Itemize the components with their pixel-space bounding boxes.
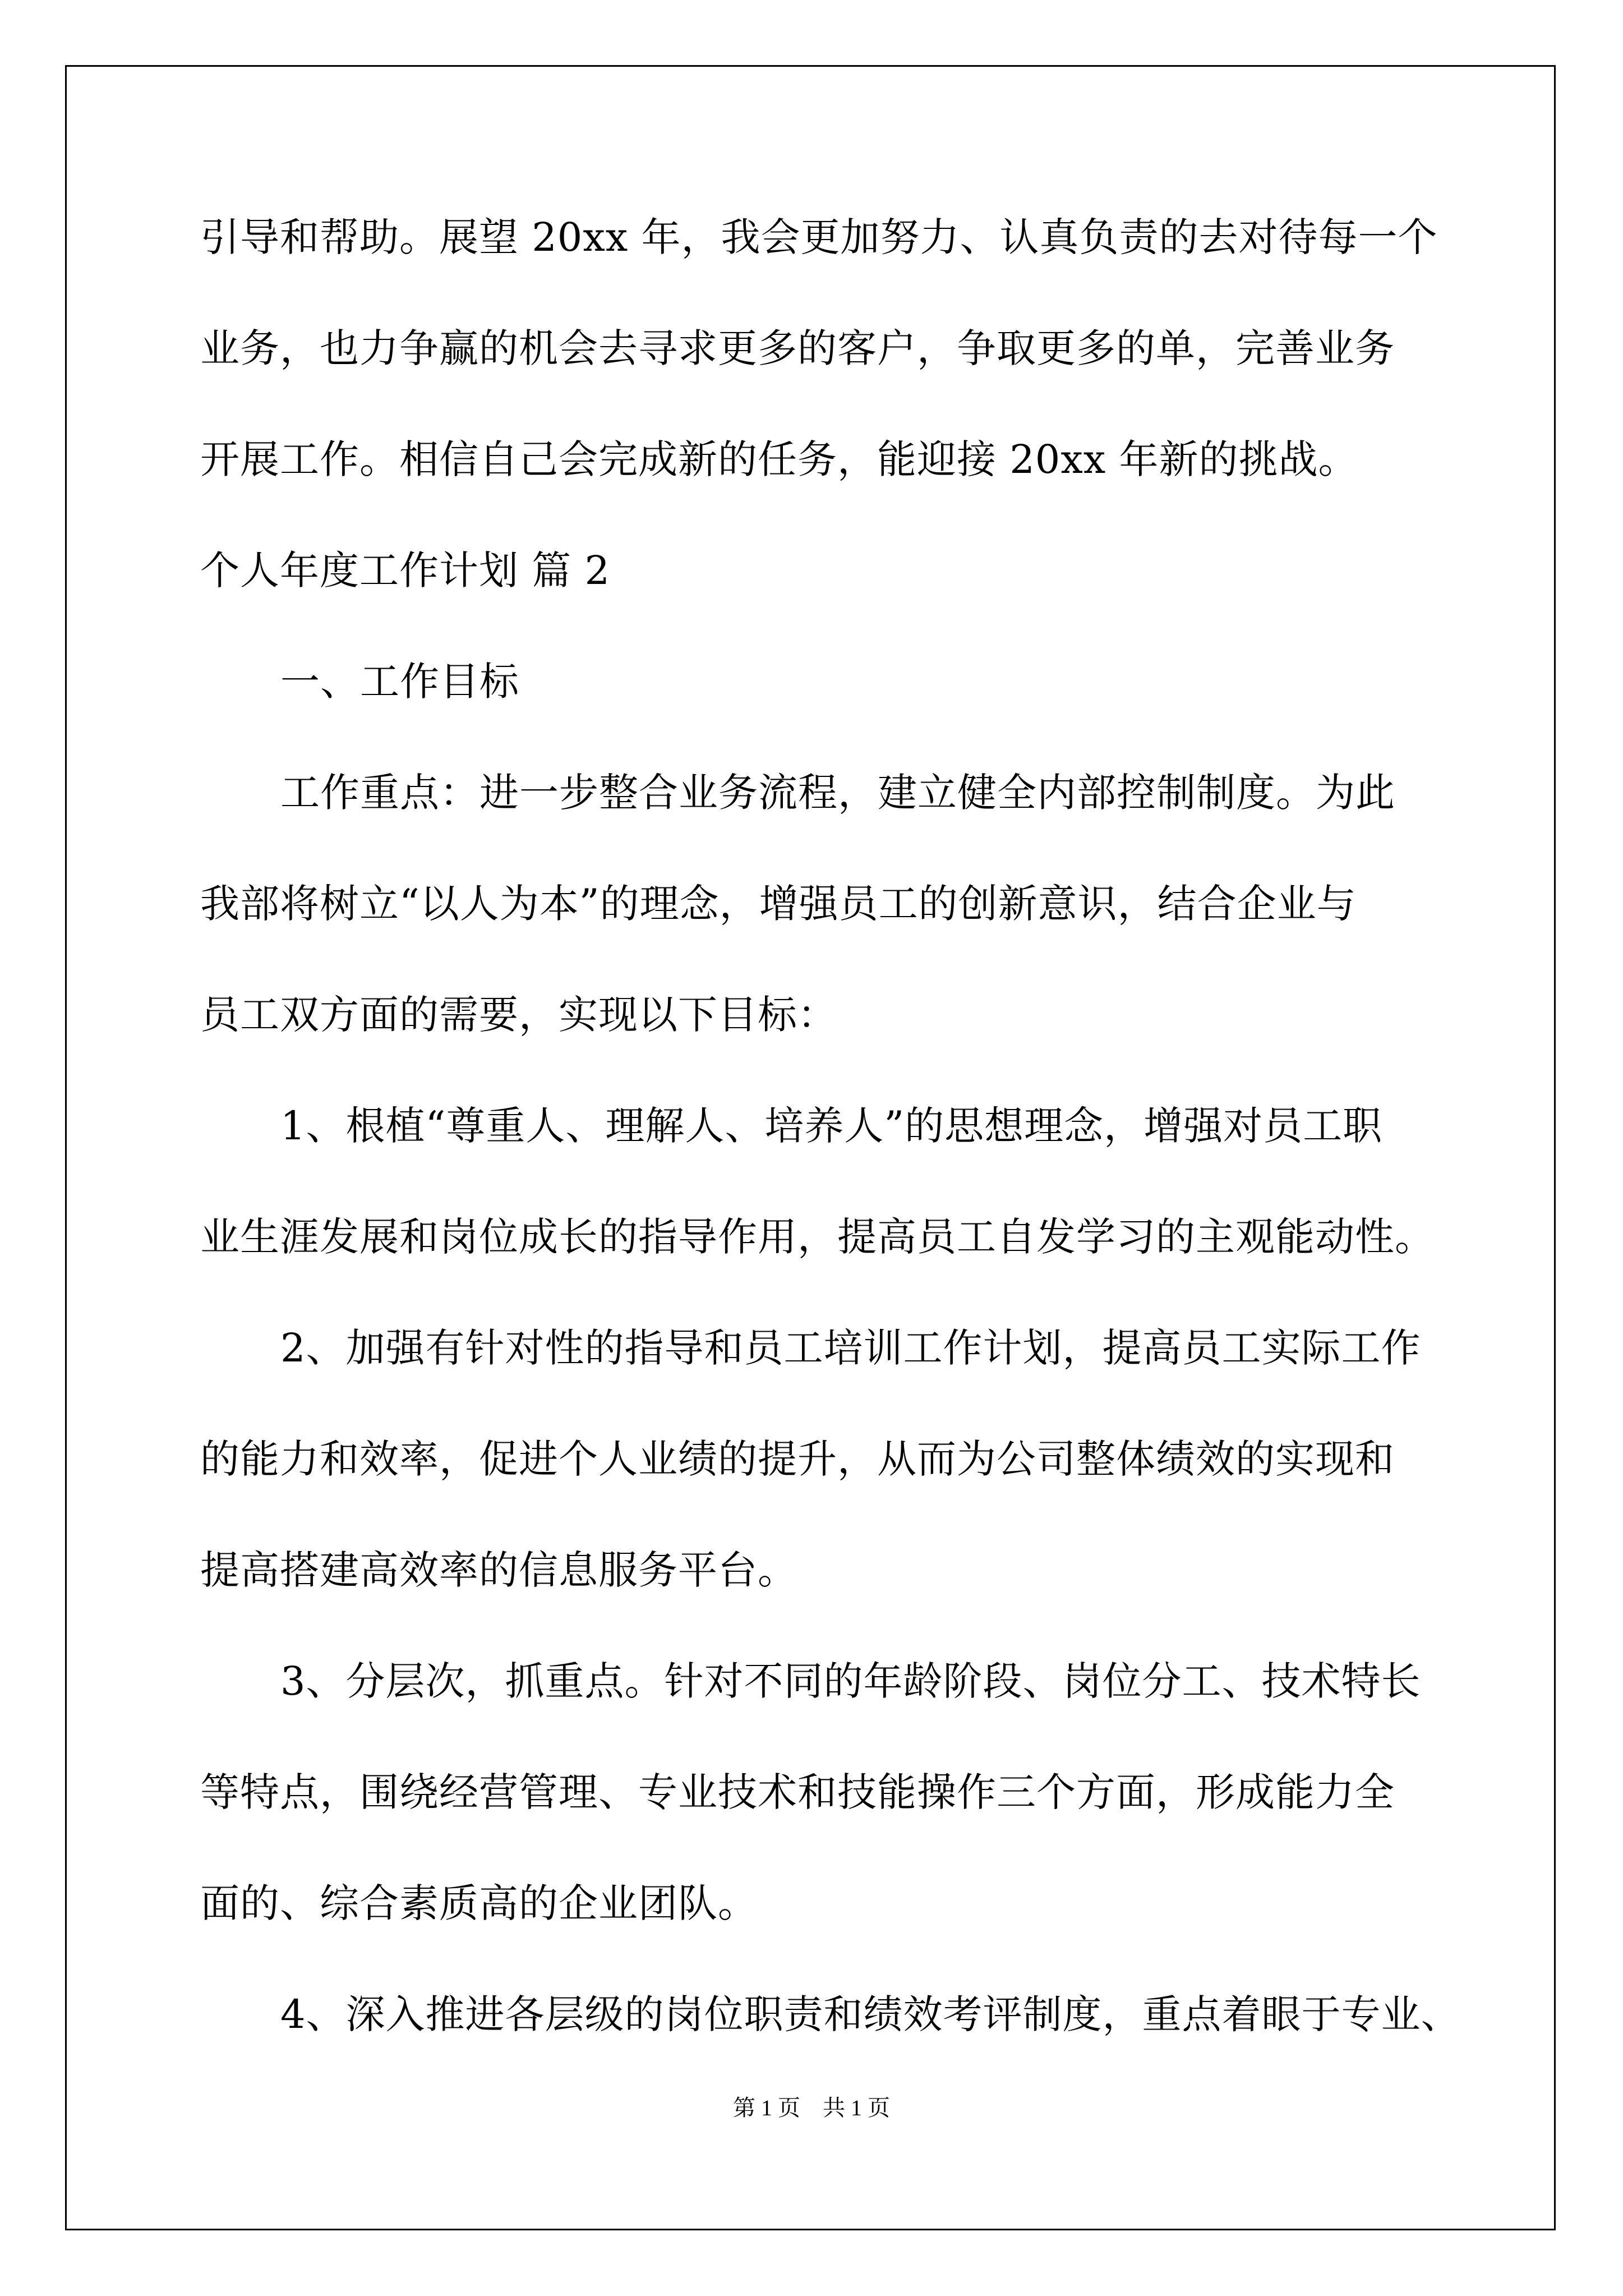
page-footer	[0, 2092, 1623, 2124]
list-item-line: 提高搭建高效率的信息服务平台。	[200, 1547, 797, 1593]
page-number: 第 1 页	[733, 2095, 800, 2120]
list-item-line: 2、加强有针对性的指导和员工培训工作计划，提高员工实际工作	[280, 1325, 1421, 1371]
section-heading: 个人年度工作计划 篇 2	[200, 547, 611, 593]
paragraph-line: 我部将树立“以人为本”的理念，增强员工的创新意识，结合企业与	[200, 881, 1357, 927]
paragraph-line: 开展工作。相信自己会完成新的任务，能迎接 20xx 年新的挑战。	[200, 436, 1358, 482]
paragraph-line: 业务，也力争赢的机会去寻求更多的客户，争取更多的单，完善业务	[200, 325, 1395, 371]
list-item-line: 4、深入推进各层级的岗位职责和绩效考评制度，重点着眼于专业、	[280, 1991, 1461, 2037]
list-item-line: 3、分层次，抓重点。针对不同的年龄阶段、岗位分工、技术特长	[280, 1658, 1421, 1704]
list-item-line: 等特点，围绕经营管理、专业技术和技能操作三个方面，形成能力全	[200, 1769, 1395, 1815]
page-total: 共 1 页	[823, 2095, 890, 2120]
list-item-line: 面的、综合素质高的企业团队。	[200, 1880, 758, 1926]
list-item-line: 业生涯发展和岗位成长的指导作用，提高员工自发学习的主观能动性。	[200, 1214, 1435, 1260]
paragraph-line: 员工双方面的需要，实现以下目标：	[200, 992, 837, 1038]
paragraph-line: 工作重点：进一步整合业务流程，建立健全内部控制制度。为此	[280, 770, 1395, 816]
list-item-line: 的能力和效率，促进个人业绩的提升，从而为公司整体绩效的实现和	[200, 1436, 1395, 1482]
paragraph-line: 引导和帮助。展望 20xx 年，我会更加努力、认真负责的去对待每一个	[200, 214, 1438, 260]
subsection-heading: 一、工作目标	[280, 659, 519, 705]
list-item-line: 1、根植“尊重人、理解人、培养人”的思想理念，增强对员工职	[280, 1103, 1383, 1149]
